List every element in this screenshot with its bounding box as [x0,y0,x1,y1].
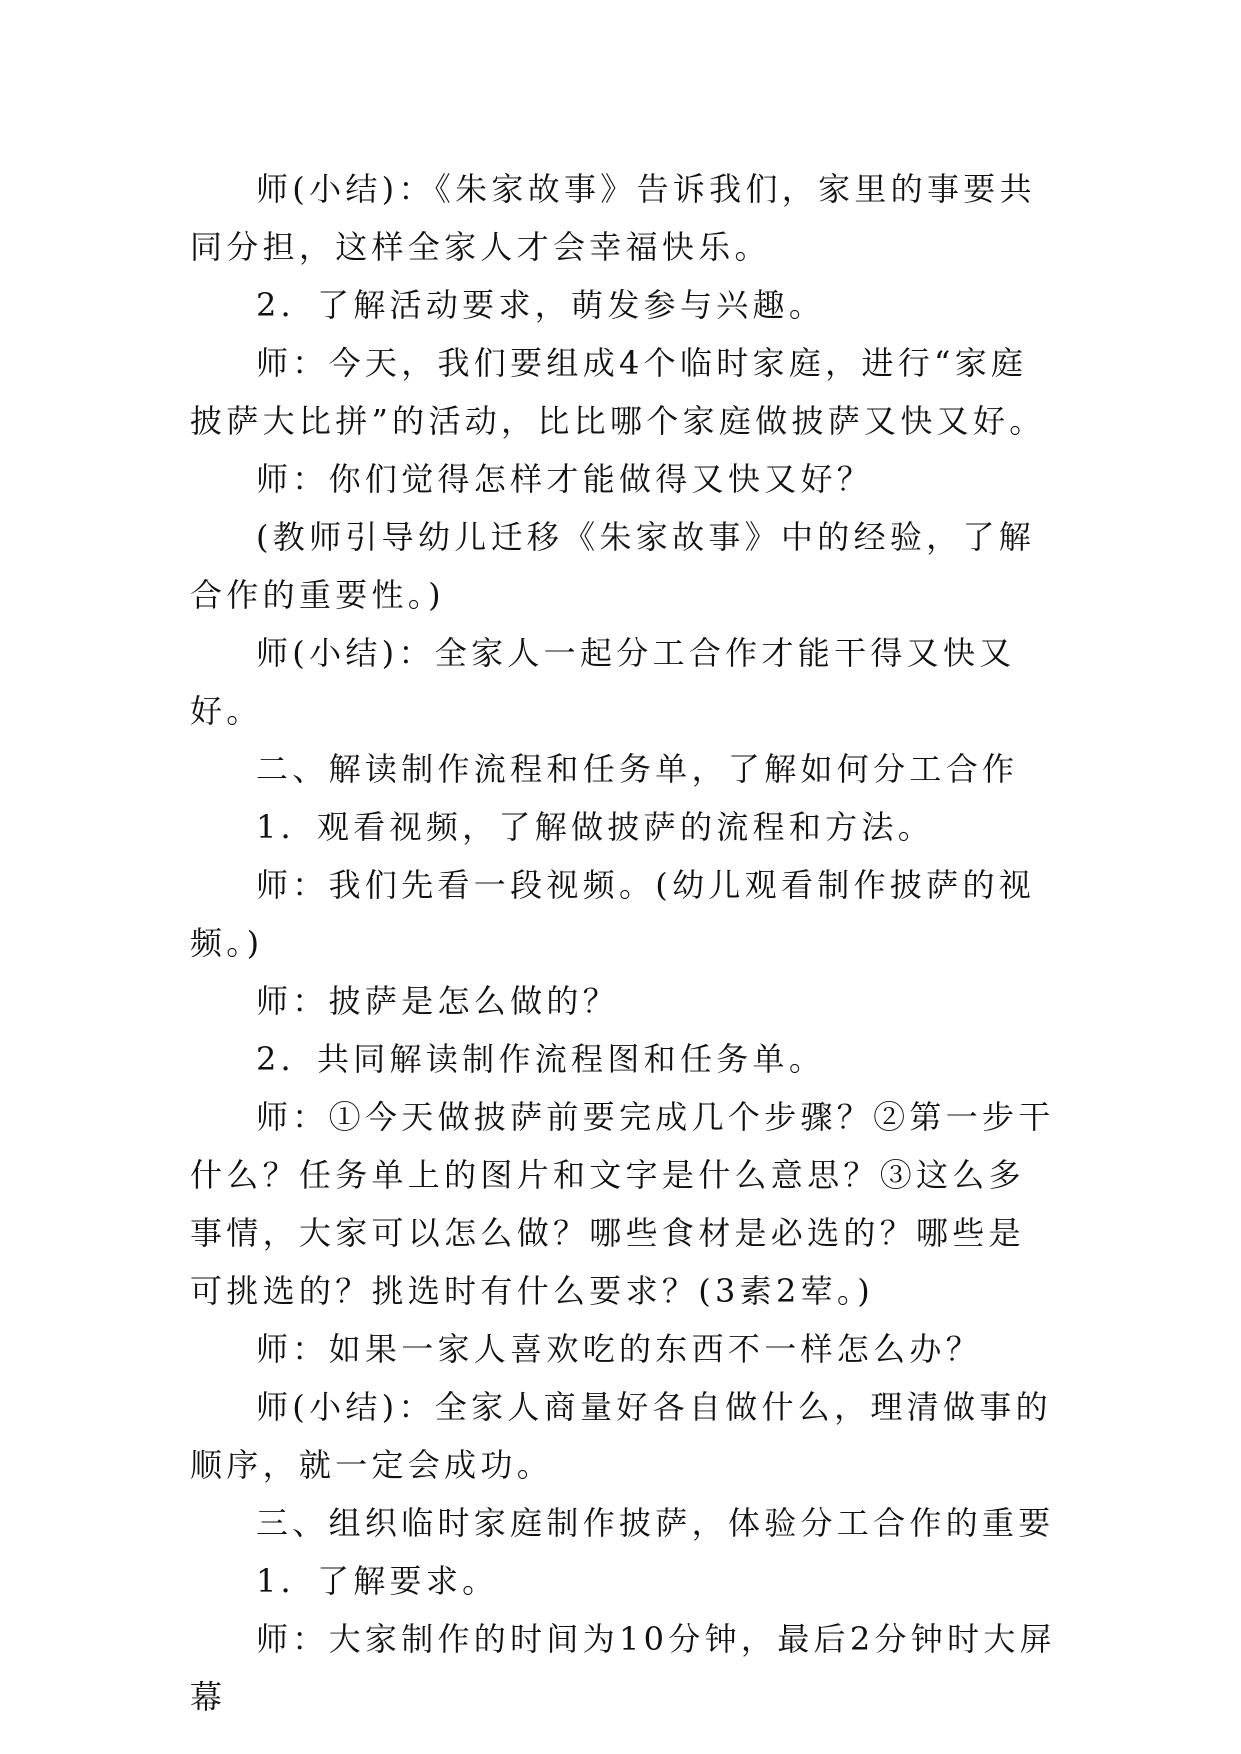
paragraph: 2．了解活动要求，萌发参与兴趣。 [256,286,826,324]
paragraph: 1．观看视频，了解做披萨的流程和方法。 [256,808,935,846]
paragraph: 师：大家制作的时间为10分钟，最后2分钟时大屏幕 [190,1620,1056,1716]
paragraph: 师：我们先看一段视频。(幼儿观看制作披萨的视频。) [190,866,1036,962]
paragraph: 师(小结)：全家人商量好各自做什么，理清做事的顺序，就一定会成功。 [190,1388,1052,1484]
section-heading: 二、解读制作流程和任务单，了解如何分工合作 [256,750,1019,788]
paragraph: 师：①今天做披萨前要完成几个步骤？②第一步干什么？任务单上的图片和文字是什么意思？③这么多事情，大家可以怎么做？哪些食材是必选的？哪些是可挑选的？挑选时有什么要求？(3素2荤。) [190,1098,1055,1310]
paragraph: (教师引导幼儿迁移《朱家故事》中的经验，了解合作的重要性。) [190,518,1036,614]
paragraph: 师：披萨是怎么做的？ [256,982,620,1020]
paragraph: 师(小结)：《朱家故事》告诉我们，家里的事要共同分担，这样全家人才会幸福快乐。 [190,170,1036,266]
paragraph: 师(小结)：全家人一起分工合作才能干得又快又好。 [190,634,1016,730]
paragraph: 2．共同解读制作流程图和任务单。 [256,1040,826,1078]
paragraph: 师：今天，我们要组成4个临时家庭，进行“家庭披萨大比拼”的活动，比比哪个家庭做披萨又快又好。 [190,344,1046,440]
paragraph: 师：如果一家人喜欢吃的东西不一样怎么办？ [256,1330,983,1368]
paragraph: 1．了解要求。 [256,1562,499,1600]
document-body [190,160,1058,1726]
section-heading: 三、组织临时家庭制作披萨，体验分工合作的重要 [256,1504,1055,1542]
paragraph: 师：你们觉得怎样才能做得又快又好？ [256,460,874,498]
